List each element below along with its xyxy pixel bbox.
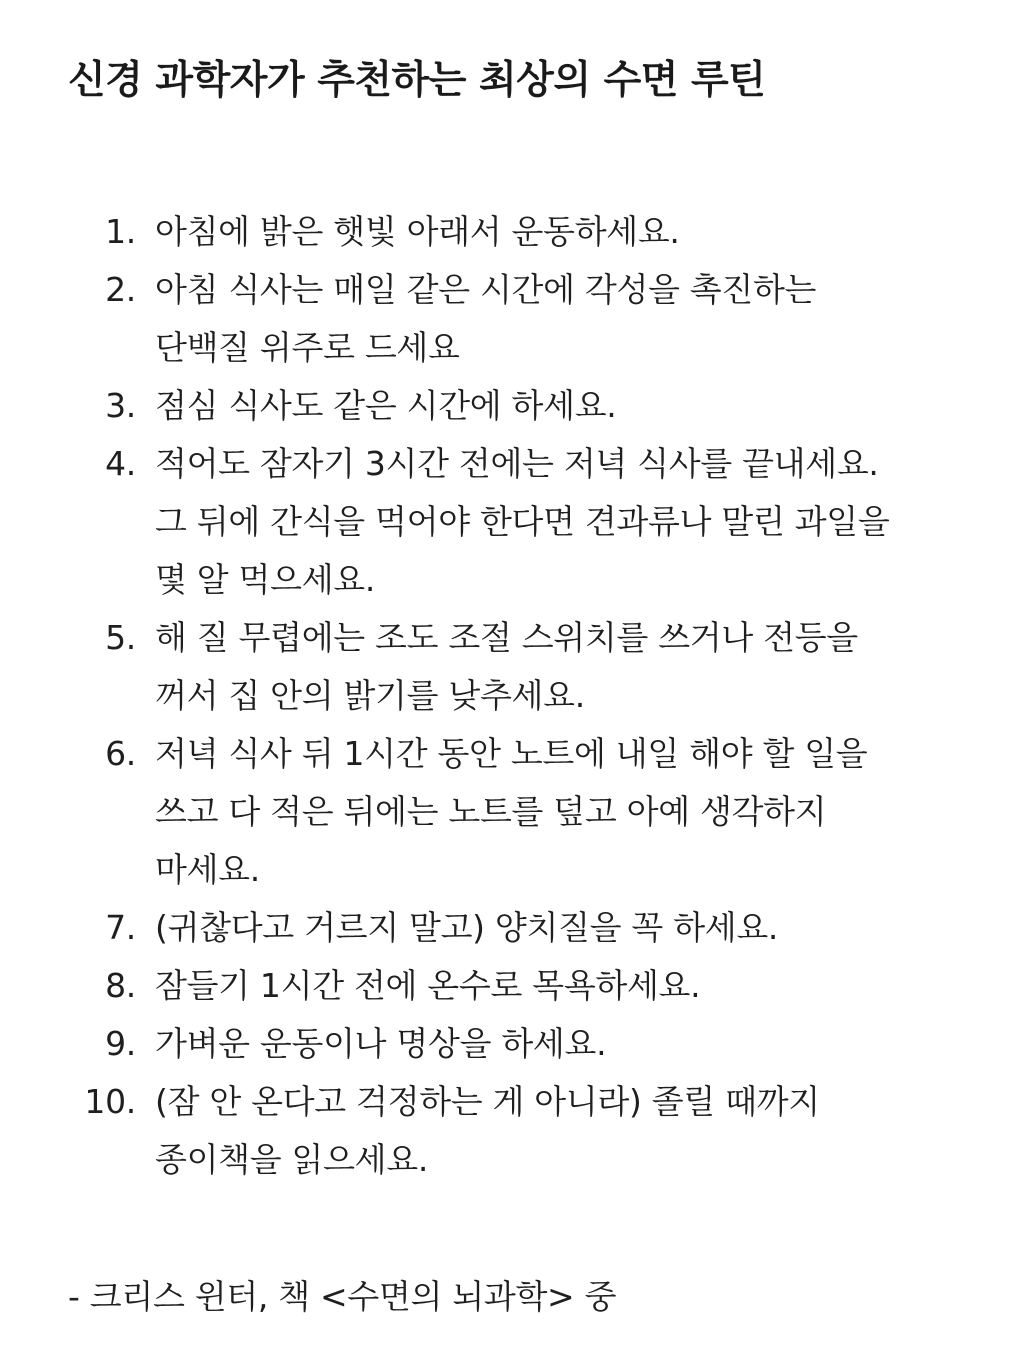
list-item-9 — [68, 1015, 968, 1073]
list-item-text: 잠들기 1시간 전에 온수로 목욕하세요. — [155, 966, 701, 1005]
list-item-text: 점심 식사도 같은 시간에 하세요. — [155, 386, 617, 425]
list-item-number: 5. — [105, 618, 136, 657]
list-item-text: 가벼운 운동이나 명상을 하세요. — [155, 1024, 607, 1063]
list-item-number: 4. — [105, 444, 136, 483]
list-item-number: 2. — [105, 270, 136, 309]
list-item-text: 아침에 밝은 햇빛 아래서 운동하세요. — [155, 212, 680, 251]
sleep-routine-list — [68, 203, 968, 1189]
list-item-number: 3. — [105, 386, 136, 425]
list-item-1 — [68, 203, 968, 261]
list-item-text: (귀찮다고 거르지 말고) 양치질을 꼭 하세요. — [155, 908, 779, 947]
list-item-number: 9. — [105, 1024, 136, 1063]
list-item-4 — [68, 435, 968, 609]
list-item-2 — [68, 261, 968, 377]
list-item-3 — [68, 377, 968, 435]
list-item-text: 저녁 식사 뒤 1시간 동안 노트에 내일 해야 할 일을 쓰고 다 적은 뒤에는 노트를 덮고 아예 생각하지 마세요. — [155, 734, 868, 889]
list-item-5 — [68, 609, 968, 725]
list-item-number: 6. — [105, 734, 136, 773]
list-item-8 — [68, 957, 968, 1015]
list-item-text: 아침 식사는 매일 같은 시간에 각성을 촉진하는 단백질 위주로 드세요 — [155, 270, 817, 367]
list-item-text: 해 질 무렵에는 조도 조절 스위치를 쓰거나 전등을 꺼서 집 안의 밝기를 낮추세요. — [155, 618, 858, 715]
list-item-number: 1. — [105, 212, 136, 251]
page-title: 신경 과학자가 추천하는 최상의 수면 루틴 — [68, 58, 766, 103]
list-item-text: 적어도 잠자기 3시간 전에는 저녁 식사를 끝내세요. 그 뒤에 간식을 먹어야 한다면 견과류나 말린 과일을 몇 알 먹으세요. — [155, 444, 890, 599]
list-item-number: 10. — [84, 1082, 136, 1121]
list-item-10 — [68, 1073, 968, 1189]
list-item-6 — [68, 725, 968, 899]
source-citation: - 크리스 윈터, 책 <수면의 뇌과학> 중 — [68, 1277, 617, 1316]
list-item-7 — [68, 899, 968, 957]
list-item-number: 8. — [105, 966, 136, 1005]
list-item-text: (잠 안 온다고 걱정하는 게 아니라) 졸릴 때까지 종이책을 읽으세요. — [155, 1082, 820, 1179]
list-item-number: 7. — [105, 908, 136, 947]
